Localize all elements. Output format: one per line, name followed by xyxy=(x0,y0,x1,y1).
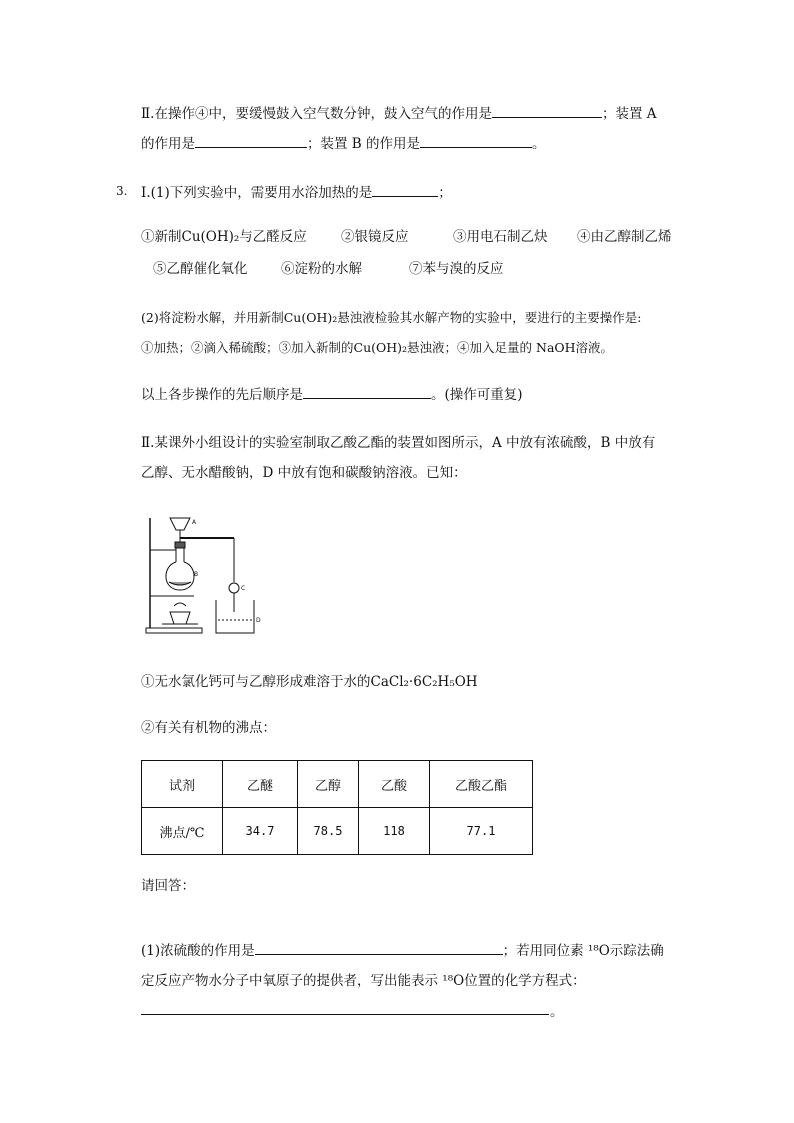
apparatus-diagram xyxy=(142,512,272,637)
flask-b xyxy=(166,562,194,590)
q3-part1-line xyxy=(141,182,452,203)
option-7: ⑦苯与溴的反应 xyxy=(409,261,504,277)
lamp xyxy=(170,612,190,624)
option-3: ③用电石制乙炔 xyxy=(453,229,548,245)
prev-q-line1 xyxy=(141,103,657,124)
answer-blank[interactable] xyxy=(303,384,431,399)
label-c: C xyxy=(241,585,246,592)
beaker-d xyxy=(216,600,254,633)
q3-p2-line1: (2)将淀粉水解，并用新制Cu(OH)₂悬浊液检验其水解产物的实验中，要进行的主要操作是: xyxy=(141,310,642,325)
q3-p2-line3-text: 以上各步操作的先后顺序是 xyxy=(141,387,303,403)
q3-p2-line2: ①加热；②滴入稀硫酸；③加入新制的Cu(OH)₂悬浊液；④加入足量的 NaOH溶液。 xyxy=(141,340,614,355)
option-5: ⑤乙醇催化氧化 xyxy=(153,261,248,277)
funnel-a xyxy=(170,518,190,530)
table-header: 试剂 xyxy=(142,761,223,808)
options-row-2 xyxy=(153,259,504,279)
answer-1-line1 xyxy=(141,940,664,961)
prev-q-text-2: ；装置 A xyxy=(601,106,657,122)
q3-part2-line2: 乙醇、无水醋酸钠，D 中放有饱和碳酸钠溶液。已知： xyxy=(141,465,467,481)
label-b: B xyxy=(194,571,199,578)
answer-blank[interactable] xyxy=(492,103,602,118)
table-row xyxy=(142,808,533,855)
q3-part2-line1: Ⅱ.某课外小组设计的实验室制取乙酸乙酯的装置如图所示，A 中放有浓硫酸，B 中放有 xyxy=(141,435,656,451)
table-header: 乙醇 xyxy=(298,761,359,808)
known-1: ①无水氯化钙可与乙醇形成难溶于水的CaCl₂·6C₂H₅OH xyxy=(141,674,478,690)
option-4: ④由乙醇制乙烯 xyxy=(577,229,672,245)
prev-q-text-3: 的作用是 xyxy=(141,136,195,152)
options-row-1 xyxy=(141,227,672,247)
answer-blank[interactable] xyxy=(195,133,307,148)
prev-q-text-5: 。 xyxy=(532,136,546,152)
answer-1-end: 。 xyxy=(550,1004,564,1020)
table-header: 乙酸 xyxy=(359,761,430,808)
answer-1-text-2: ；若用同位素 ¹⁸O示踪法确 xyxy=(502,943,664,959)
question-number: 3. xyxy=(116,184,128,198)
answer-blank[interactable] xyxy=(372,182,438,197)
table-cell: 34.7 xyxy=(223,808,298,855)
answer-blank[interactable] xyxy=(420,133,532,148)
answer-1-text: (1)浓硫酸的作用是 xyxy=(141,943,255,959)
boiling-point-table xyxy=(141,760,533,855)
please-answer: 请回答： xyxy=(141,878,195,894)
table-cell: 77.1 xyxy=(430,808,533,855)
table-cell: 78.5 xyxy=(298,808,359,855)
q3-p1-text: Ⅰ.(1)下列实验中，需要用水浴加热的是 xyxy=(141,185,373,201)
bulb-c xyxy=(229,583,239,593)
table-header: 乙醚 xyxy=(223,761,298,808)
option-6: ⑥淀粉的水解 xyxy=(281,261,362,277)
table-row xyxy=(142,761,533,808)
prev-q-line2 xyxy=(141,133,546,154)
prev-q-text-1: Ⅱ.在操作④中，要缓慢鼓入空气数分钟，鼓入空气的作用是 xyxy=(141,106,492,122)
known-2: ②有关有机物的沸点： xyxy=(141,720,276,736)
prev-q-text-4: ；装置 B 的作用是 xyxy=(307,136,421,152)
table-cell: 118 xyxy=(359,808,430,855)
table-cell: 沸点/℃ xyxy=(142,808,223,855)
answer-blank[interactable] xyxy=(255,940,503,955)
option-1: ①新制Cu(OH)₂与乙醛反应 xyxy=(141,229,307,245)
label-a: A xyxy=(192,519,197,526)
option-2: ②银镜反应 xyxy=(341,229,409,245)
table-header: 乙酸乙酯 xyxy=(430,761,533,808)
q3-p1-end: ； xyxy=(438,185,452,201)
q3-p2-line3 xyxy=(141,384,523,405)
q3-p2-line3-end: 。(操作可重复) xyxy=(431,387,523,403)
answer-1-line2: 定反应产物水分子中氧原子的提供者，写出能表示 ¹⁸O位置的化学方程式： xyxy=(141,973,586,989)
label-d: D xyxy=(256,617,261,624)
stand-base xyxy=(146,628,202,633)
answer-blank[interactable] xyxy=(141,1014,549,1015)
